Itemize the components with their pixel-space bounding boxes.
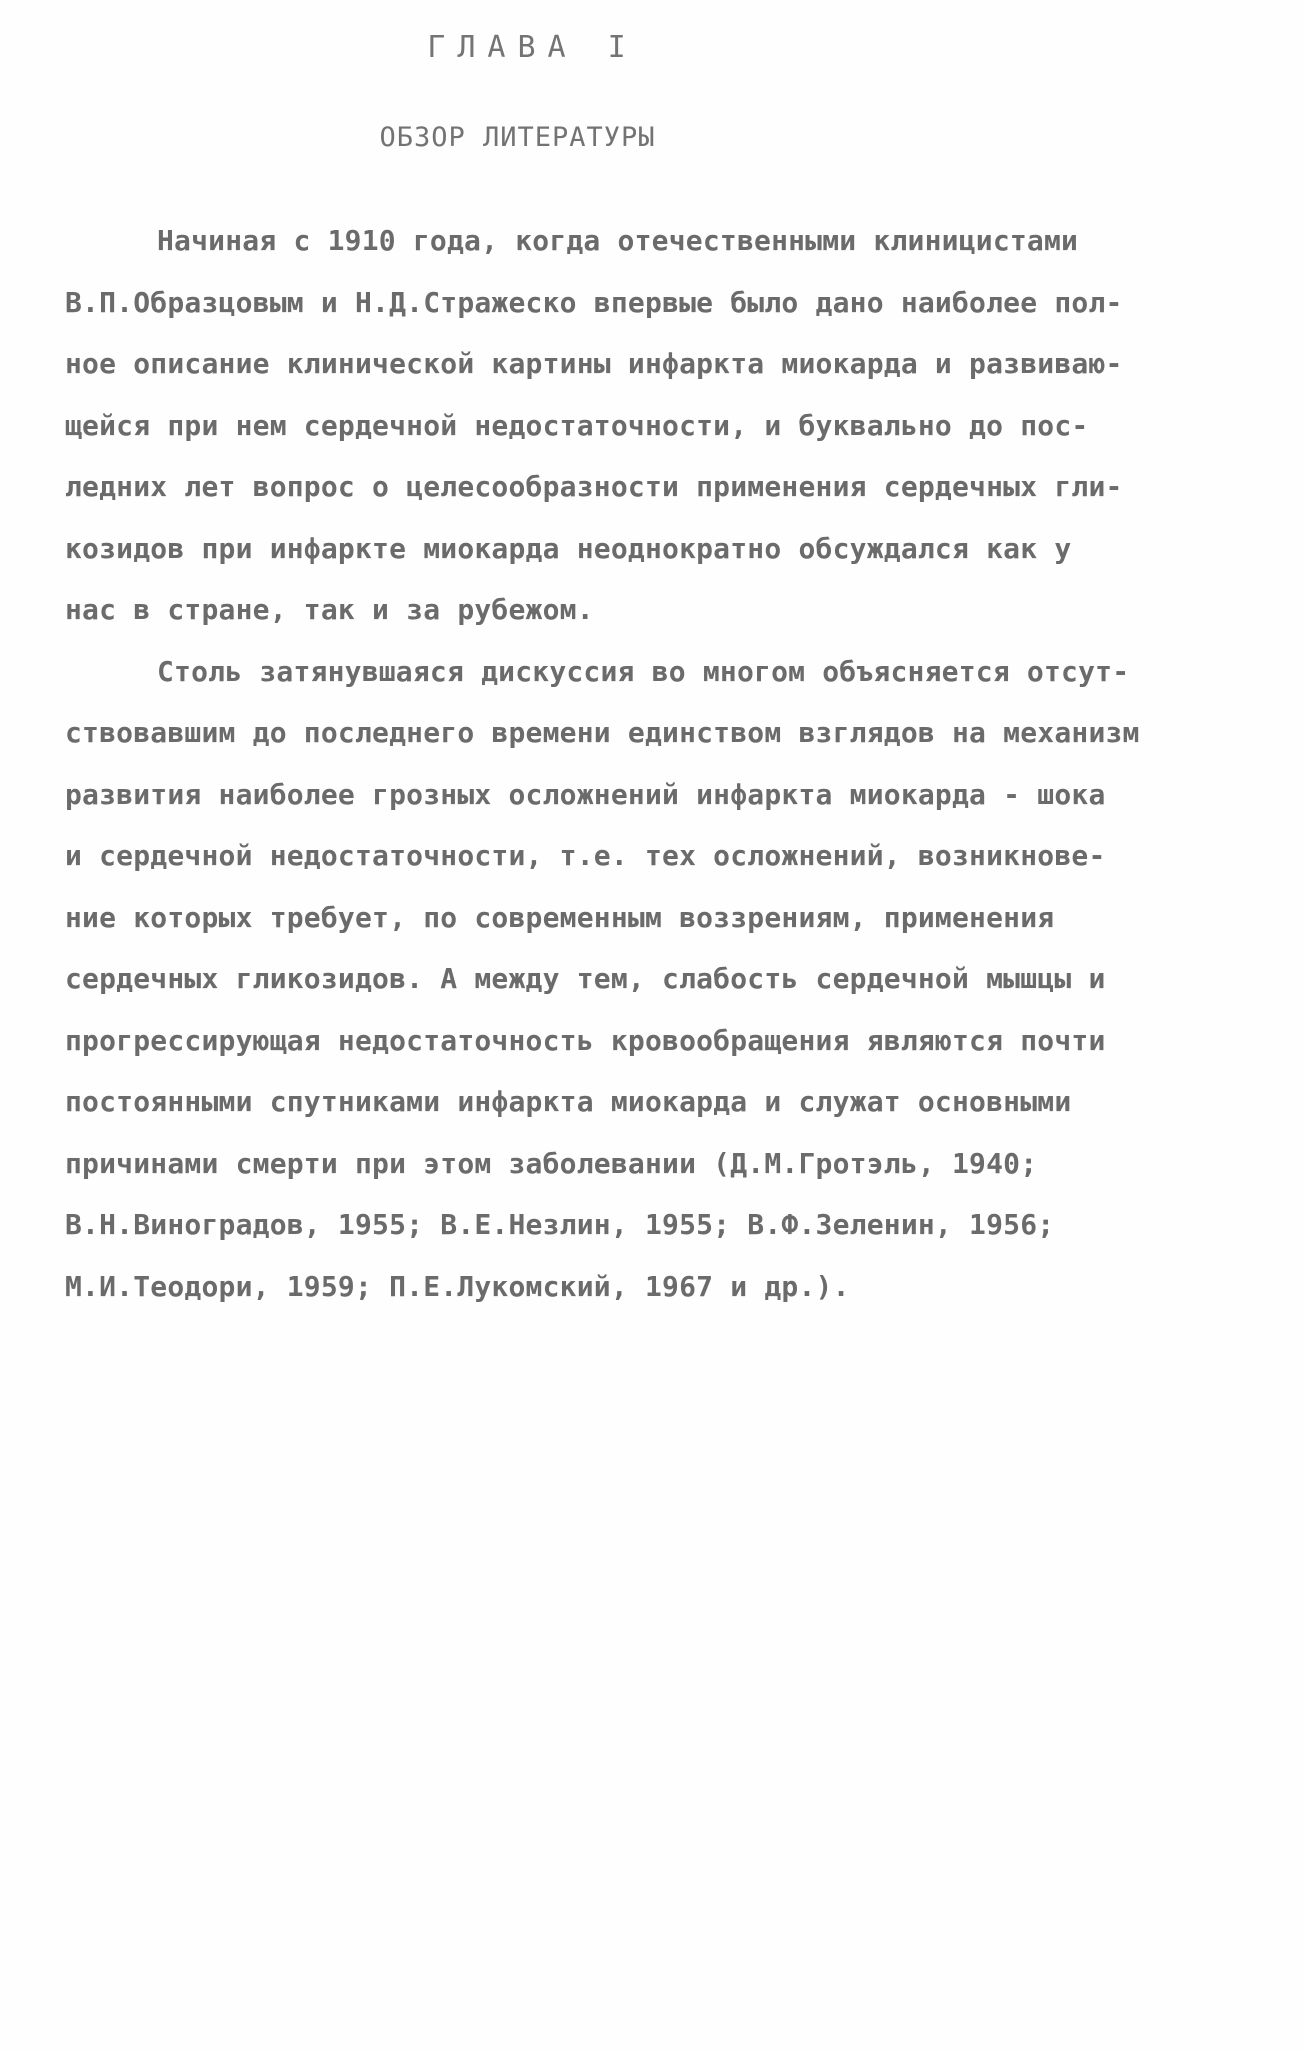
paragraph-2-line: Столь затянувшаяся дискуссия во многом объясняется отсут-: [157, 654, 1130, 688]
paragraph-1-line: щейся при нем сердечной недостаточности, и буквально до пос-: [65, 408, 1089, 442]
paragraph-2-line: ствовавшим до последнего времени единством взглядов на механизм: [65, 716, 1140, 749]
paragraph-2-line: сердечных гликозидов. А между тем, слабость сердечной мышцы и: [65, 962, 1106, 995]
chapter-heading-wrap: [0, 122, 1305, 153]
paragraph-1-line: нас в стране, так и за рубежом.: [65, 593, 594, 626]
paragraph-2-line: прогрессирующая недостаточность кровообращения являются почти: [65, 1023, 1106, 1057]
paragraph-2-line: и сердечной недостаточности, т.е. тех осложнений, возникнове-: [65, 839, 1106, 872]
paragraph-1-line: Начиная с 1910 года, когда отечественными клиницистами: [157, 224, 1079, 257]
paragraph-2-line: постоянными спутниками инфаркта миокарда и служат основными: [65, 1085, 1072, 1118]
paragraph-2-line: В.Н.Виноградов, 1955; В.Е.Незлин, 1955; В.Ф.Зеленин, 1956;: [65, 1208, 1055, 1241]
chapter-title: ГЛАВА I: [427, 30, 638, 65]
paragraph-1-line: козидов при инфаркте миокарда неоднократно обсуждался как у: [65, 531, 1072, 565]
paragraph-2-line: М.И.Теодори, 1959; П.Е.Лукомский, 1967 и др.).: [65, 1269, 850, 1303]
chapter-heading: ОБЗОР ЛИТЕРАТУРЫ: [379, 122, 656, 153]
body-text: [65, 210, 1245, 1317]
paragraph-1-line: ледних лет вопрос о целесообразности применения сердечных гли-: [65, 470, 1123, 503]
paragraph-2-line: причинами смерти при этом заболевании (Д.М.Гротэль, 1940;: [65, 1146, 1038, 1180]
paragraph-1-line: В.П.Образцовым и Н.Д.Стражеско впервые было дано наиболее пол-: [65, 285, 1123, 319]
paragraph-2-line: ние которых требует, по современным воззрениям, применения: [65, 900, 1055, 934]
paragraph-1-line: ное описание клинической картины инфаркта миокарда и развиваю-: [65, 347, 1123, 380]
paragraph-2-line: развития наиболее грозных осложнений инфаркта миокарда - шока: [65, 777, 1106, 811]
